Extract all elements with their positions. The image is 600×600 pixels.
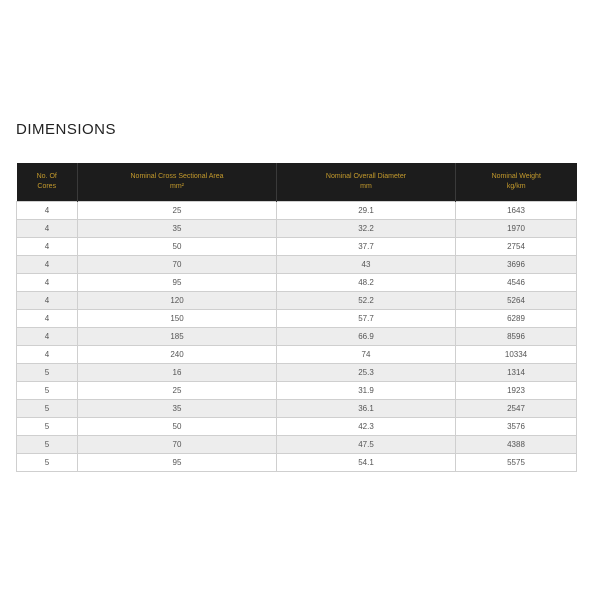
diameter-cell: 31.9 [277, 382, 456, 400]
weight-cell: 10334 [456, 346, 577, 364]
diameter-cell: 47.5 [277, 436, 456, 454]
area-cell: 150 [78, 310, 277, 328]
diameter-cell: 36.1 [277, 400, 456, 418]
diameter-cell: 74 [277, 346, 456, 364]
table-row [17, 382, 577, 400]
table-row [17, 436, 577, 454]
diameter-cell: 48.2 [277, 274, 456, 292]
weight-cell: 5575 [456, 454, 577, 472]
table-body [17, 202, 577, 472]
header-cores [17, 163, 78, 202]
area-cell: 95 [78, 454, 277, 472]
cores-cell: 4 [17, 202, 78, 220]
cores-cell: 4 [17, 292, 78, 310]
table-row [17, 202, 577, 220]
weight-cell: 4388 [456, 436, 577, 454]
cores-cell: 4 [17, 256, 78, 274]
weight-cell: 6289 [456, 310, 577, 328]
page-title: DIMENSIONS [16, 121, 117, 138]
diameter-cell: 25.3 [277, 364, 456, 382]
cores-cell: 4 [17, 238, 78, 256]
header-row [17, 163, 577, 202]
cores-cell: 5 [17, 364, 78, 382]
cores-cell: 5 [17, 382, 78, 400]
header-cores-line2: Cores [37, 183, 57, 190]
header-diameter-line1: Nominal Overall Diameter [325, 173, 407, 180]
weight-cell: 2754 [456, 238, 577, 256]
table-row [17, 274, 577, 292]
area-cell: 16 [78, 364, 277, 382]
area-cell: 120 [78, 292, 277, 310]
header-area-line2: mm² [170, 183, 184, 190]
cores-cell: 5 [17, 454, 78, 472]
weight-cell: 4546 [456, 274, 577, 292]
header-diameter-line2: mm [360, 183, 372, 190]
area-cell: 70 [78, 436, 277, 454]
header-weight-line1: Nominal Weight [491, 173, 541, 180]
cores-cell: 4 [17, 328, 78, 346]
diameter-cell: 37.7 [277, 238, 456, 256]
cores-cell: 5 [17, 418, 78, 436]
table-row [17, 454, 577, 472]
table-row [17, 238, 577, 256]
diameter-cell: 42.3 [277, 418, 456, 436]
weight-cell: 2547 [456, 400, 577, 418]
table-row [17, 292, 577, 310]
area-cell: 25 [78, 202, 277, 220]
diameter-cell: 66.9 [277, 328, 456, 346]
area-cell: 185 [78, 328, 277, 346]
diameter-cell: 57.7 [277, 310, 456, 328]
area-cell: 70 [78, 256, 277, 274]
table-header [17, 163, 577, 202]
diameter-cell: 54.1 [277, 454, 456, 472]
header-area-line1: Nominal Cross Sectional Area [130, 173, 224, 180]
area-cell: 50 [78, 418, 277, 436]
table-row [17, 364, 577, 382]
dimensions-table [16, 163, 577, 472]
cores-cell: 5 [17, 400, 78, 418]
header-cross-sectional-area [78, 163, 277, 202]
table-row [17, 310, 577, 328]
table-row [17, 400, 577, 418]
table-row [17, 346, 577, 364]
weight-cell: 1314 [456, 364, 577, 382]
weight-cell: 1643 [456, 202, 577, 220]
cores-cell: 4 [17, 346, 78, 364]
weight-cell: 5264 [456, 292, 577, 310]
area-cell: 35 [78, 400, 277, 418]
diameter-cell: 32.2 [277, 220, 456, 238]
table-row [17, 328, 577, 346]
cores-cell: 4 [17, 274, 78, 292]
diameter-cell: 29.1 [277, 202, 456, 220]
diameter-cell: 43 [277, 256, 456, 274]
weight-cell: 8596 [456, 328, 577, 346]
weight-cell: 1923 [456, 382, 577, 400]
weight-cell: 3576 [456, 418, 577, 436]
weight-cell: 3696 [456, 256, 577, 274]
area-cell: 35 [78, 220, 277, 238]
cores-cell: 5 [17, 436, 78, 454]
table-row [17, 418, 577, 436]
header-overall-diameter [277, 163, 456, 202]
area-cell: 25 [78, 382, 277, 400]
area-cell: 50 [78, 238, 277, 256]
header-weight-line2: kg/km [506, 183, 526, 190]
diameter-cell: 52.2 [277, 292, 456, 310]
area-cell: 240 [78, 346, 277, 364]
header-cores-line1: No. Of [36, 173, 57, 180]
header-weight [456, 163, 577, 202]
cores-cell: 4 [17, 220, 78, 238]
cores-cell: 4 [17, 310, 78, 328]
table-row [17, 256, 577, 274]
area-cell: 95 [78, 274, 277, 292]
table-row [17, 220, 577, 238]
weight-cell: 1970 [456, 220, 577, 238]
